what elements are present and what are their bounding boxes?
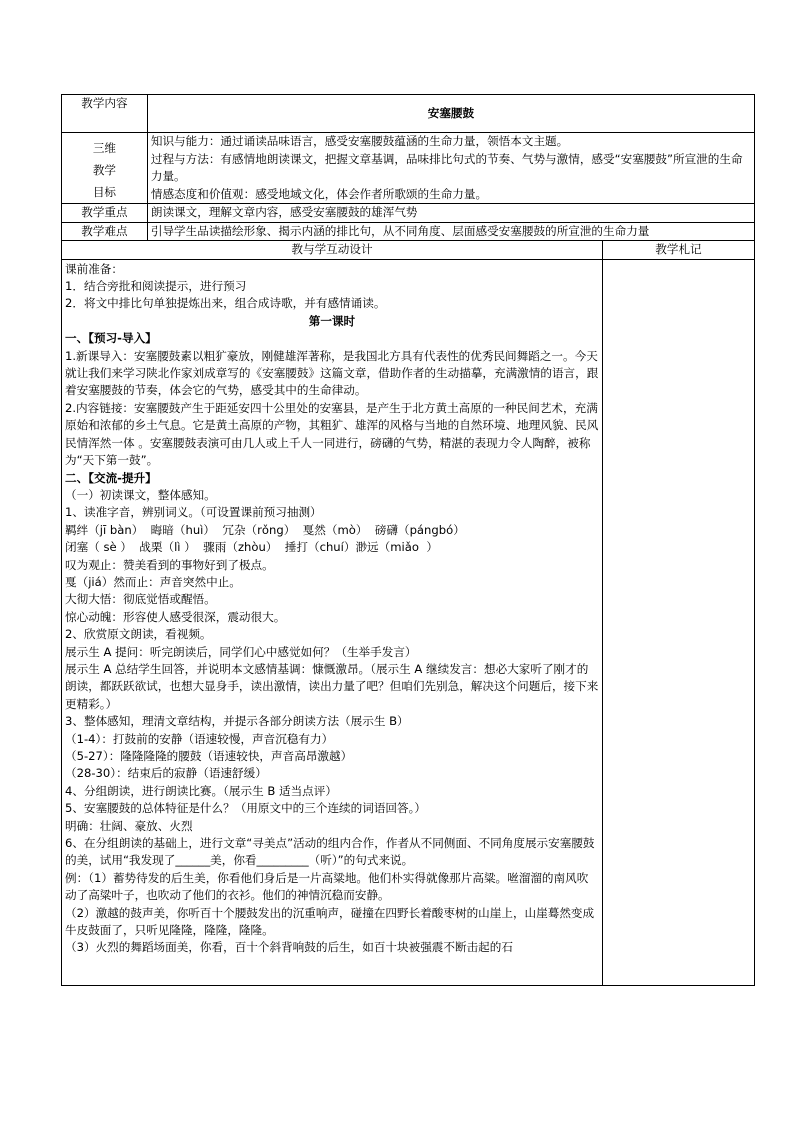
section-heading: 二、【交流-提升】 <box>65 470 157 485</box>
lesson-title: 安塞腰鼓 <box>147 95 754 133</box>
paragraph: 4、分组朗读，进行朗读比赛。（展示生 B 适当点评） <box>65 783 337 798</box>
design-header: 教与学互动设计 <box>62 241 603 259</box>
goals-label-line: 目标 <box>92 185 117 200</box>
key-point-row <box>62 204 755 222</box>
key-point-text: 朗读课文，理解文章内容，感受安塞腰鼓的雄浑气势 <box>147 204 754 222</box>
section-header-row <box>62 241 755 259</box>
difficulty-label: 教学难点 <box>62 222 148 240</box>
lesson-plan-table <box>61 94 755 986</box>
design-content <box>62 259 603 985</box>
paragraph: 5、安塞腰鼓的总体特征是什么？（用原文中的三个连续的词语回答。） <box>65 801 426 816</box>
paragraph: 1、读准字音，辨别词义。（可设置课前预习抽测） <box>65 505 322 520</box>
vocab-item: 大彻大悟：彻底觉悟或醒悟。 <box>65 592 216 607</box>
section-heading: 一、【预习-导入】 <box>65 331 157 346</box>
pinyin-line: 闭塞（ sè ） 战栗（lì ） 骤雨（zhòu） 捶打（chuí）渺远（miǎo ） <box>65 540 438 555</box>
goals-content <box>147 133 754 204</box>
paragraph: 明确：壮阔、豪放、火烈 <box>65 818 193 833</box>
title-row <box>62 95 755 133</box>
goal-process: 过程与方法：有感情地朗读课文，把握文章基调，品味排比句式的节奏、气势与激情，感受“安塞腰鼓”所宣泄的生命力量。 <box>150 151 743 184</box>
paragraph: 3、整体感知，理清文章结构，并提示各部分朗读方法（展示生 B） <box>65 714 409 729</box>
paragraph: 例：（1）蓄势待发的后生美，你看他们身后是一片高粱地。他们朴实得就像那片高粱。咝溜溜的南风吹动了高粱叶子，也吹动了他们的衣衫。他们的神情沉稳而安静。 <box>65 870 589 903</box>
lesson-plan-page <box>61 94 755 986</box>
paragraph: 展示生 A 总结学生回答，并说明本文感情基调：慷慨激昂。（展示生 A 继续发言：想必大家听了刚才的朗读，都跃跃欲试，也想大显身手，读出激情，读出力量了吧？但咱们先别急，解决这个问题后，接下来更精彩。） <box>65 661 599 711</box>
goals-label-line: 教学 <box>92 163 117 178</box>
vocab-item: 戛（jiá）然而止：声音突然中止。 <box>65 574 241 589</box>
paragraph: 2、欣赏原文朗读，看视频。 <box>65 627 212 642</box>
vocab-item: 惊心动魄：形容使人感受很深，震动很大。 <box>65 609 286 624</box>
key-point-label: 教学重点 <box>62 204 148 222</box>
paragraph: 6、在分组朗读的基础上，进行文章“寻美点”活动的组内合作，作者从不同侧面、不同角度展示安塞腰鼓的美，试用“我发现了______美，你看_________（听）”的句式来说。 <box>65 836 595 868</box>
notes-column <box>602 259 754 985</box>
notes-header: 教学札记 <box>602 241 754 259</box>
paragraph: 2.内容链接：安塞腰鼓产生于距延安四十公里处的安塞县，是产生于北方黄土高原的一种民间艺术，充满原始和浓郁的乡土气息。它是黄土高原的产物，其粗犷、雄浑的风格与当地的自然环境、地理风貌、民风民情浑然一体 。安塞腰鼓表演可由几人或上千人一同进行，磅礴的气势，精湛的表现力令人陶醉，被称为“天下第一鼓”。 <box>65 400 599 468</box>
body-row <box>62 259 755 985</box>
goals-label <box>62 133 148 204</box>
difficulty-row <box>62 222 755 240</box>
pinyin-line: 羁绊（jī bàn） 晦暗（huì） 冗杂（rǒng） 戛然（mò） 磅礴（pángbó） <box>65 522 465 537</box>
content-label: 教学内容 <box>62 95 148 133</box>
structure-item: （1-4）：打鼓前的安静（语速较慢，声音沉稳有力） <box>65 731 334 746</box>
paragraph: （2）激越的鼓声美，你听百十个腰鼓发出的沉重响声，碰撞在四野长着酸枣树的山崖上，山崖蓦然变成牛皮鼓面了，只听见隆隆，隆隆，隆隆。 <box>65 905 595 938</box>
structure-item: （5-27）：隆隆隆隆的腰鼓（语速较快，声音高昂激越） <box>65 749 353 763</box>
goals-label-line: 三维 <box>92 141 117 156</box>
lesson-heading: 第一课时 <box>308 313 356 328</box>
vocab-item: 叹为观止：赞美看到的事物好到了极点。 <box>65 557 274 572</box>
goals-row <box>62 133 755 204</box>
paragraph: 展示生 A 提问：听完朗读后，同学们心中感觉如何？（生举手发言） <box>65 644 417 659</box>
paragraph: 1.新课导入：安塞腰鼓素以粗犷豪放，刚健雄浑著称，是我国北方具有代表性的优秀民间舞蹈之一。今天就让我们来学习陕北作家刘成章写的《安塞腰鼓》这篇文章，借助作者的生动描摹，充满激情的语言，跟着安塞腰鼓的节奏，体会它的气势，感受其中的生命律动。 <box>65 348 599 398</box>
prep-item: 1．结合旁批和阅读提示，进行预习 <box>65 279 247 294</box>
prep-title: 课前准备： <box>65 261 123 276</box>
paragraph: （一）初读课文，整体感知。 <box>65 487 216 502</box>
goal-values: 情感态度和价值观：感受地域文化，体会作者所歌颂的生命力量。 <box>150 186 488 201</box>
difficulty-text: 引导学生品读描绘形象、揭示内涵的排比句，从不同角度、层面感受安塞腰鼓的所宣泄的生命力量 <box>147 222 754 240</box>
goal-knowledge: 知识与能力：通过诵读品味语言，感受安塞腰鼓蕴涵的生命力量，领悟本文主题。 <box>150 134 569 149</box>
structure-item: （28-30）：结束后的寂静（语速舒缓） <box>65 766 267 781</box>
paragraph: （3）火烈的舞蹈场面美，你看，百十个斜背响鼓的后生，如百十块被强震不断击起的石 <box>65 940 513 955</box>
prep-item: 2．将文中排比句单独提炼出来，组合成诗歌，并有感情诵读。 <box>65 296 386 311</box>
